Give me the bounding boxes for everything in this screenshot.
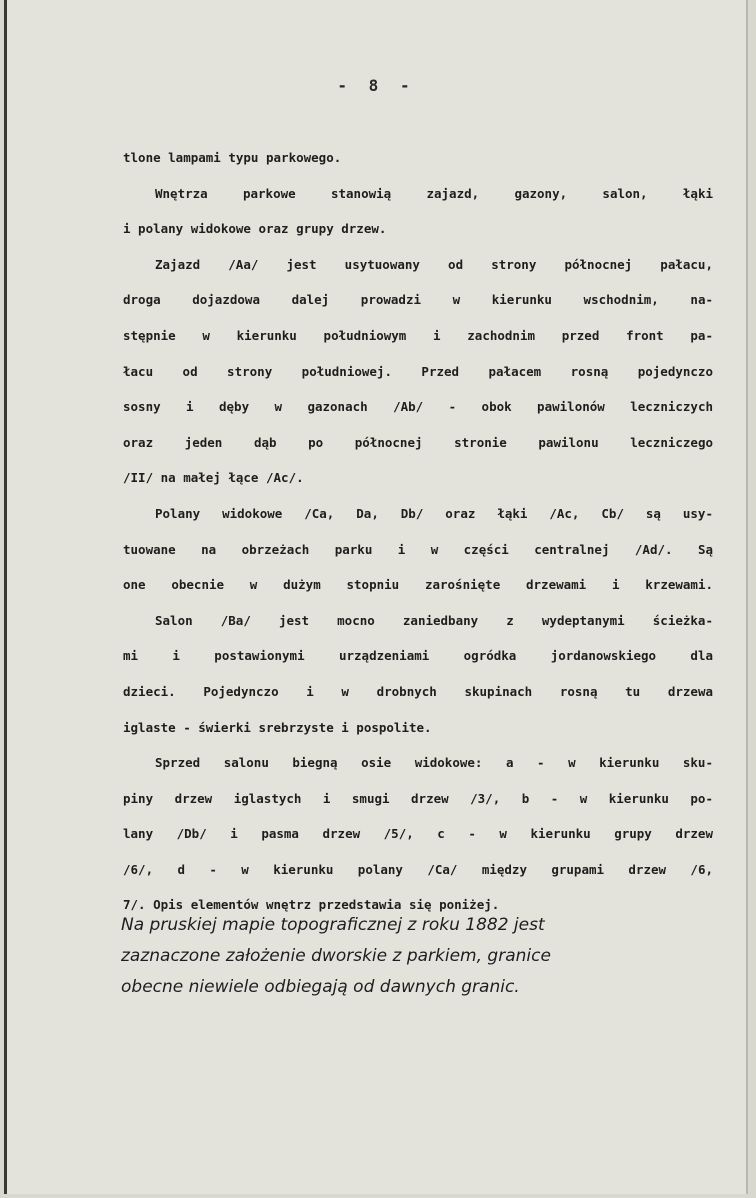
- text-line: lany /Db/ i pasma drzew /5/, c - w kierunku grupy drzew: [123, 826, 713, 842]
- text-line: oraz jeden dąb po północnej stronie pawilonu leczniczego: [123, 434, 713, 450]
- typed-text-block: [123, 140, 713, 923]
- text-line: one obecnie w dużym stopniu zarośnięte drzewami i krzewami.: [123, 577, 713, 593]
- text-line: Polany widokowe /Ca, Da, Db/ oraz łąki /Ac, Cb/ są usy-: [155, 505, 713, 521]
- text-line: /6/, d - w kierunku polany /Ca/ między grupami drzew /6,: [123, 861, 713, 877]
- handwritten-note: [121, 910, 721, 1003]
- document-page: [4, 0, 748, 1194]
- text-line: iglaste - świerki srebrzyste i pospolite.: [123, 719, 432, 735]
- text-line: droga dojazdowa dalej prowadzi w kierunku wschodnim, na-: [123, 292, 713, 308]
- text-line: 7/. Opis elementów wnętrz przedstawia się poniżej.: [123, 897, 500, 913]
- text-line: Salon /Ba/ jest mocno zaniedbany z wydeptanymi ścieżka-: [155, 612, 713, 628]
- text-line: tlone lampami typu parkowego.: [123, 150, 342, 165]
- text-line: piny drzew iglastych i smugi drzew /3/, b - w kierunku po-: [123, 790, 713, 806]
- page-number: - 8 -: [337, 76, 416, 95]
- text-line: stępnie w kierunku południowym i zachodnim przed front pa-: [123, 327, 713, 343]
- handwritten-line: zaznaczone założenie dworskie z parkiem, granice: [121, 946, 551, 966]
- text-line: Zajazd /Aa/ jest usytuowany od strony północnej pałacu,: [155, 256, 713, 272]
- handwritten-line: obecne niewiele odbiegają od dawnych granic.: [121, 977, 520, 997]
- handwritten-line: Na pruskiej mapie topograficznej z roku 1882 jest: [121, 915, 545, 935]
- text-line: /II/ na małej łące /Ac/.: [123, 470, 304, 486]
- text-line: łacu od strony południowej. Przed pałacem rosną pojedynczo: [123, 363, 713, 379]
- text-line: tuowane na obrzeżach parku i w części centralnej /Ad/. Są: [123, 541, 713, 557]
- text-line: Sprzed salonu biegną osie widokowe: a - w kierunku sku-: [155, 755, 713, 771]
- text-line: mi i postawionymi urządzeniami ogródka jordanowskiego dla: [123, 648, 713, 664]
- text-line: Wnętrza parkowe stanowią zajazd, gazony, salon, łąki: [155, 185, 713, 201]
- text-line: dzieci. Pojedynczo i w drobnych skupinach rosną tu drzewa: [123, 683, 713, 699]
- text-line: sosny i dęby w gazonach /Ab/ - obok pawilonów leczniczych: [123, 399, 713, 415]
- text-line: i polany widokowe oraz grupy drzew.: [123, 221, 387, 237]
